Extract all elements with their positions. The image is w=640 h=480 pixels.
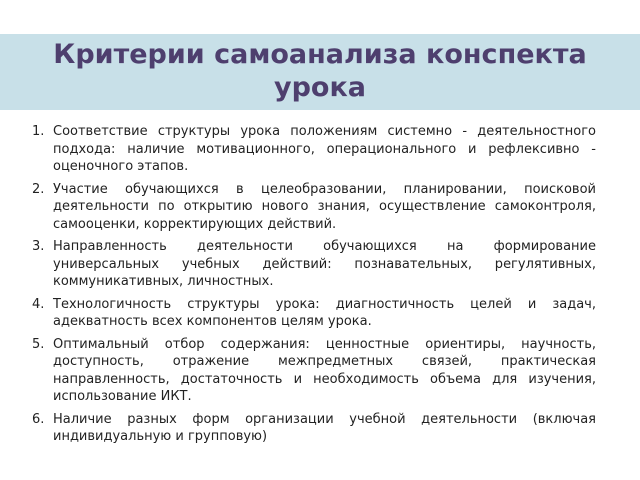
item-number: 4. [32,296,45,312]
criteria-item-2 [32,181,596,234]
criteria-item-6 [32,411,596,446]
item-number: 2. [32,181,45,197]
item-text: Направленность деятельности обучающихся на формирование универсальных учебных действий: познавательных, регулятивных, коммуникативных, личностных. [53,239,596,289]
item-text: Оптимальный отбор содержания: ценностные ориентиры, научность, доступность, отражение межпредметных связей, практическая направленность, достаточность и необходимость объема для изучения, использование ИКТ. [53,336,596,404]
item-number: 3. [32,239,45,254]
criteria-item-3 [32,238,596,291]
item-text: Технологичность структуры урока: диагностичность целей и задач, адекватность всех компонентов целям урока. [53,296,596,329]
item-text: Наличие разных форм организации учебной деятельности (включая индивидуальную и групповую) [53,411,596,444]
criteria-item-4 [32,296,596,331]
criteria-list [32,123,596,451]
item-text: Соответствие структуры урока положениям системно - деятельностного подхода: наличие мотивационного, операционального и рефлексивно - оценочного этапов. [53,124,596,174]
criteria-item-5 [32,336,596,406]
item-number: 6. [32,411,45,427]
item-number: 1. [32,124,45,139]
criteria-item-1 [32,123,596,176]
item-text: Участие обучающихся в целеобразовании, планировании, поисковой деятельности по открытию нового знания, осуществление самоконтроля, самооценки, корректирующих действий. [53,181,596,232]
item-number: 5. [32,336,45,352]
slide-title: Критерии самоанализа конспекта урока [53,39,587,103]
